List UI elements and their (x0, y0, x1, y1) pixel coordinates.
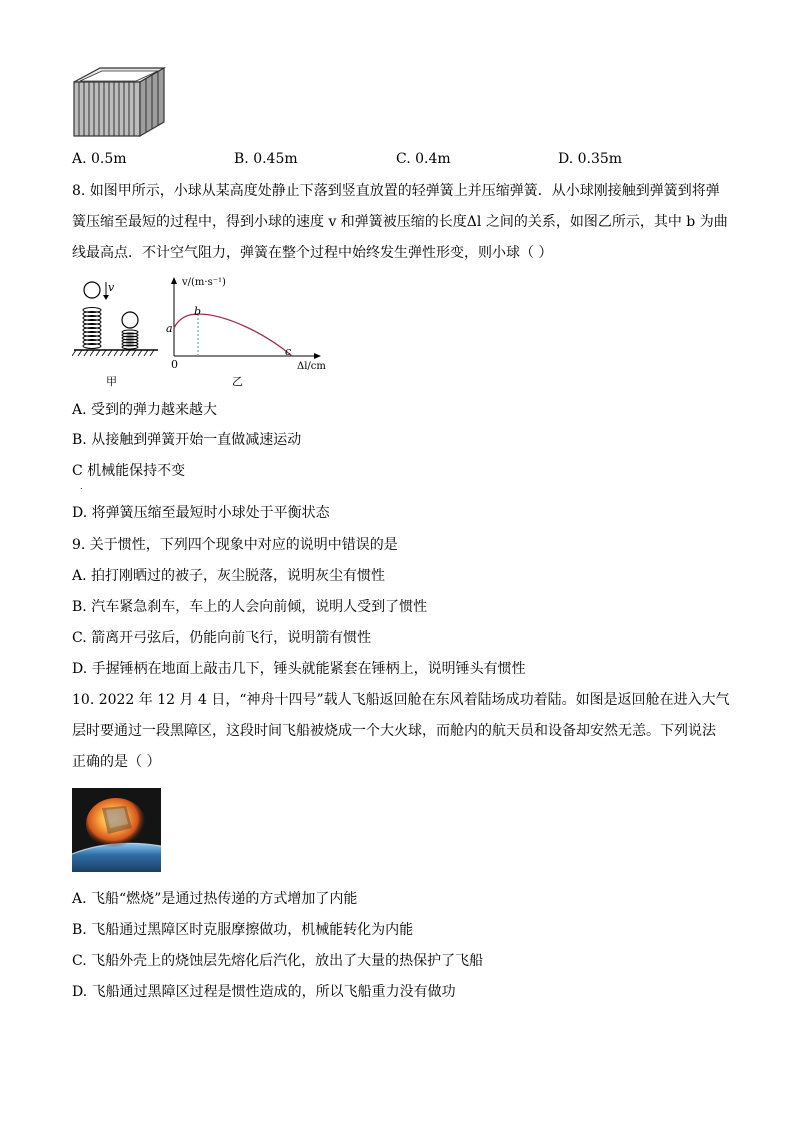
q9-stem: 9. 关于惯性，下列四个现象中对应的说明中错误的是 (72, 537, 398, 553)
q7-option-b: B. 0.45m (234, 151, 298, 167)
q8-option-d: D. 将弹簧压缩至最短时小球处于平衡状态 (72, 505, 330, 521)
origin-label: 0 (171, 358, 178, 371)
q10-stem-line-2: 层时要通过一段黑障区，这段时间飞船被烧成一个大火球，而舱内的航天员和设备却安然无恙。下列说法 (72, 723, 716, 739)
y-axis-label: v/(m·s⁻¹) (182, 277, 226, 288)
q10-option-c: C. 飞船外壳上的烧蚀层先熔化后汽化，放出了大量的热保护了飞船 (72, 953, 484, 969)
q8-stem-line-1: 8. 如图甲所示，小球从某高度处静止下落到竖直放置的轻弹簧上并压缩弹簧．从小球刚接触到弹簧到将弹 (72, 183, 720, 199)
q8-option-a: A. 受到的弹力越来越大 (72, 402, 218, 418)
q9-option-c: C. 箭离开弓弦后，仍能向前飞行，说明箭有惯性 (72, 630, 372, 646)
q7-option-c: C. 0.4m (396, 151, 451, 167)
spring-figure-jia (72, 276, 162, 358)
figure-jia-label: 甲 (106, 375, 117, 388)
velocity-graph-yi (166, 276, 326, 366)
q7-option-a: A. 0.5m (72, 151, 127, 167)
q8-stem-line-2: 簧压缩至最短的过程中，得到小球的速度 v 和弹簧被压缩的长度Δl 之间的关系，如图乙所示，其中 b 为曲 (72, 214, 728, 230)
q10-stem-line-3: 正确的是（ ） (72, 754, 161, 770)
velocity-arrow-label: v (108, 281, 115, 294)
point-a-label: a (166, 322, 173, 335)
reentry-capsule-photo (72, 788, 161, 872)
x-axis-label: Δl/cm (297, 361, 326, 372)
q9-option-d: D. 手握锤柄在地面上敲击几下，锤头就能紧套在锤柄上，说明锤头有惯性 (72, 661, 526, 677)
q10-stem-line-1: 10. 2022 年 12 月 4 日，“神舟十四号”载人飞船返回舱在东风着陆场成功着陆。如图是返回舱在进入大气 (72, 692, 730, 708)
point-b-label: b (194, 305, 202, 318)
stray-dot: . (80, 482, 83, 491)
point-c-label: c (285, 345, 292, 358)
figure-yi-label: 乙 (232, 375, 243, 388)
q8-option-c: C 机械能保持不变 (72, 463, 186, 479)
box-figure (72, 66, 166, 138)
q8-stem-line-3: 线最高点．不计空气阻力，弹簧在整个过程中始终发生弹性形变，则小球（ ） (72, 245, 553, 261)
q7-option-d: D. 0.35m (558, 151, 623, 167)
q9-option-b: B. 汽车紧急刹车，车上的人会向前倾，说明人受到了惯性 (72, 599, 428, 615)
q10-option-a: A. 飞船“燃烧”是通过热传递的方式增加了内能 (72, 891, 358, 907)
q10-option-b: B. 飞船通过黑障区时克服摩擦做功，机械能转化为内能 (72, 922, 414, 938)
q9-option-a: A. 拍打刚晒过的被子，灰尘脱落，说明灰尘有惯性 (72, 568, 386, 584)
q10-option-d: D. 飞船通过黑障区过程是惯性造成的，所以飞船重力没有做功 (72, 984, 456, 1000)
q8-option-b: B. 从接触到弹簧开始一直做减速运动 (72, 432, 302, 448)
